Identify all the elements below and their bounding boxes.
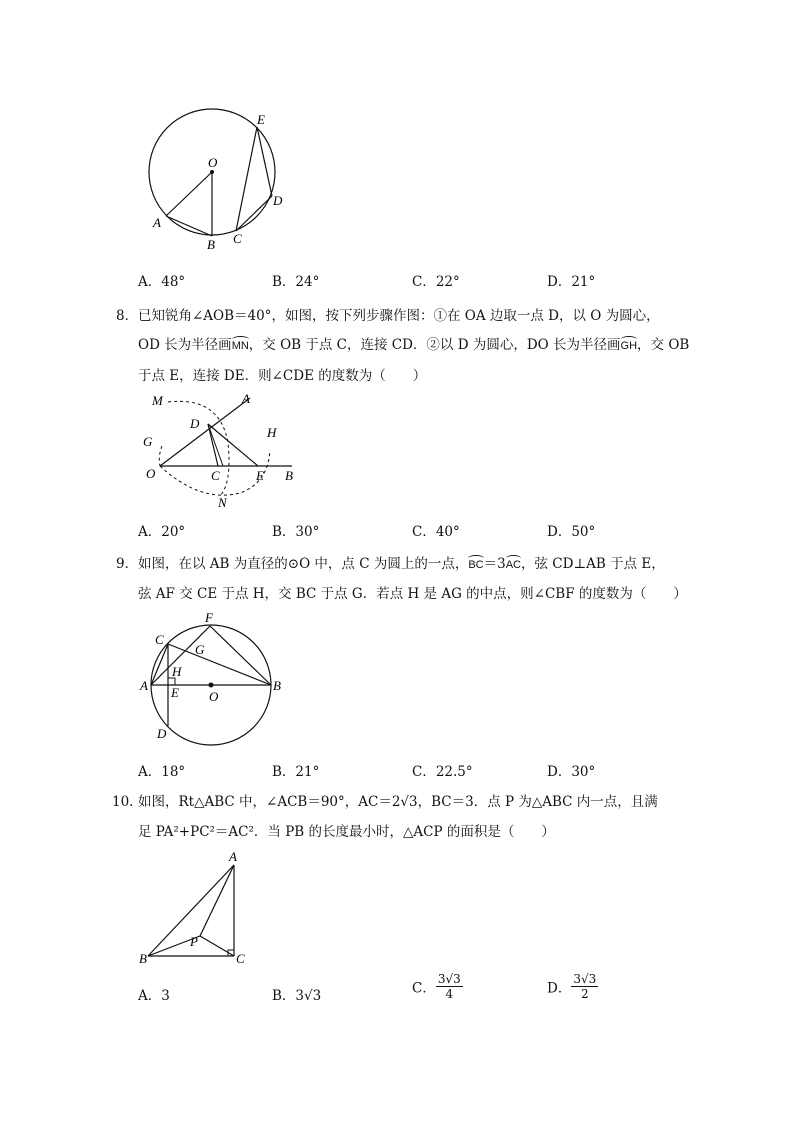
q8-line2	[138, 333, 689, 353]
q9-label-g: G	[195, 642, 205, 657]
q8-option-c[interactable]: C．40°	[412, 524, 460, 540]
q7-label-e: E	[257, 112, 265, 127]
q8-arc-mn: MN	[232, 336, 249, 352]
q10-option-b[interactable]: B．3√3	[272, 988, 322, 1004]
q7-option-b[interactable]: B．24°	[272, 274, 320, 290]
q9-label-c: C	[155, 632, 164, 647]
q8-arc-gh: GH	[621, 336, 638, 352]
q7-label-o: O	[208, 155, 218, 170]
q8-label-n: N	[218, 495, 227, 510]
q10-option-c[interactable]	[412, 972, 463, 1001]
q9-option-a[interactable]: A．18°	[138, 764, 186, 780]
q10-number: 10．	[112, 794, 143, 810]
q9-option-d[interactable]: D．30°	[547, 764, 596, 780]
q8-label-d: D	[190, 416, 200, 431]
q10-option-c-numerator: 3√3	[437, 972, 461, 986]
q9-label-f: F	[205, 610, 213, 625]
q10-option-c-fraction	[436, 972, 463, 1001]
q7-option-d[interactable]: D．21°	[547, 274, 596, 290]
q8-label-o: O	[146, 466, 156, 481]
q8-label-m: M	[152, 393, 163, 408]
q9-label-o: O	[209, 689, 219, 704]
q8-label-h: H	[267, 425, 277, 440]
q10-option-d[interactable]	[547, 972, 598, 1001]
q10-label-c: C	[236, 951, 245, 966]
q10-label-a: A	[229, 849, 237, 864]
q9-number: 9．	[116, 556, 139, 572]
q8-option-a[interactable]: A．20°	[138, 524, 186, 540]
q9-line1a: 如图，在以 AB 为直径的⊙O 中，点 C 为圆上的一点，	[138, 556, 469, 572]
q9-eq: ＝3	[483, 556, 506, 572]
q8-label-a: A	[242, 391, 250, 406]
q8-figure	[140, 388, 300, 513]
q10-option-d-prefix: D．	[547, 980, 572, 997]
q10-line1: 如图，Rt△ABC 中，∠ACB＝90°，AC＝2√3，BC＝3．点 P 为△ABC 内一点，且满	[138, 794, 658, 810]
q10-option-d-fraction	[571, 972, 598, 1001]
q9-label-b: B	[273, 678, 281, 693]
q9-arc-bc: BC	[468, 555, 483, 571]
q9-arc-ac: AC	[506, 555, 521, 571]
q10-option-c-prefix: C．	[412, 980, 436, 997]
q7-label-c: C	[233, 231, 242, 246]
q8-line2a: OD 长为半径画	[138, 337, 232, 353]
q8-option-d[interactable]: D．50°	[547, 524, 596, 540]
q10-option-c-denominator: 4	[445, 987, 454, 1001]
q10-option-d-numerator: 3√3	[573, 972, 597, 986]
q10-figure	[138, 848, 258, 970]
q9-line1b: ，弦 CD⊥AB 于点 E，	[521, 556, 665, 572]
q7-label-a: A	[153, 215, 161, 230]
q9-line1	[138, 552, 665, 572]
q10-label-p: P	[190, 934, 198, 949]
q10-option-d-denominator: 2	[580, 987, 589, 1001]
q8-line2b: ，交 OB 于点 C，连接 CD．②以 D 为圆心，DO 长为半径画	[248, 337, 621, 353]
q8-number: 8．	[116, 308, 139, 324]
q9-label-a: A	[140, 678, 148, 693]
q9-label-h: H	[172, 664, 182, 679]
q7-label-d: D	[273, 193, 283, 208]
q9-option-c[interactable]: C．22.5°	[412, 764, 473, 780]
q8-line2c: ，交 OB	[637, 337, 690, 353]
q8-label-c: C	[211, 468, 220, 483]
q10-option-a[interactable]: A．3	[138, 988, 170, 1004]
q7-figure	[140, 105, 300, 255]
q10-line2: 足 PA²+PC²＝AC²．当 PB 的长度最小时，△ACP 的面积是（ ）	[138, 824, 555, 840]
q7-option-a[interactable]: A．48°	[138, 274, 186, 290]
q9-label-d: D	[157, 726, 167, 741]
q7-option-c[interactable]: C．22°	[412, 274, 460, 290]
q8-label-e: E	[256, 468, 264, 483]
q8-label-b: B	[285, 468, 293, 483]
q8-option-b[interactable]: B．30°	[272, 524, 320, 540]
q9-option-b[interactable]: B．21°	[272, 764, 320, 780]
q9-label-e: E	[171, 685, 179, 700]
q10-label-b: B	[139, 951, 147, 966]
q7-label-b: B	[207, 237, 215, 252]
q9-figure	[138, 608, 298, 753]
q8-label-g: G	[143, 434, 153, 449]
q8-line3: 于点 E，连接 DE．则∠CDE 的度数为（ ）	[138, 368, 427, 384]
q9-line2: 弦 AF 交 CE 于点 H，交 BC 于点 G．若点 H 是 AG 的中点，则∠CBF 的度数为（ ）	[138, 586, 687, 602]
q8-line1: 已知锐角∠AOB＝40°，如图，按下列步骤作图：①在 OA 边取一点 D，以 O 为圆心，	[138, 308, 660, 324]
